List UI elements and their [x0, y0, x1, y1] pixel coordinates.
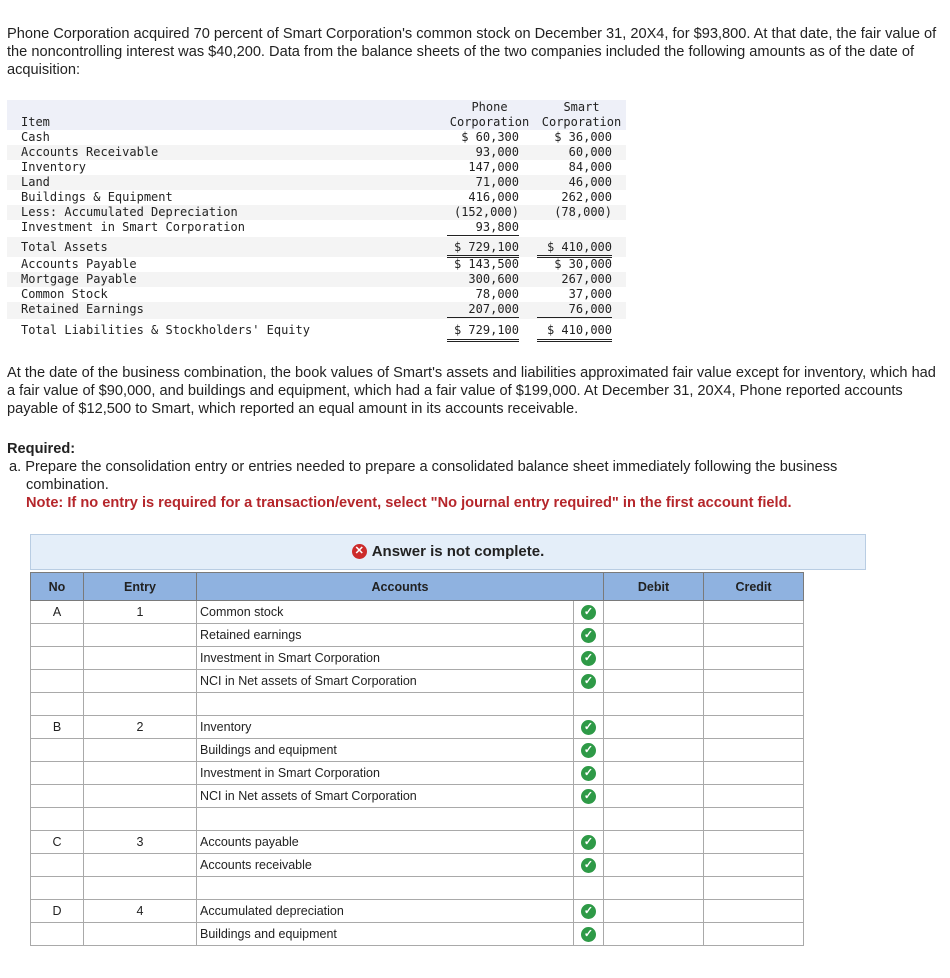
table-row: [31, 739, 804, 762]
answer-status-text: Answer is not complete.: [371, 543, 545, 560]
debit-field[interactable]: [604, 854, 704, 877]
col-accounts: Accounts: [197, 573, 604, 601]
check-icon: ✓: [581, 766, 596, 781]
note-text: Note: If no entry is required for a transaction/event, select "No journal entry required" in the first account field.: [26, 495, 792, 511]
check-icon: ✓: [581, 674, 596, 689]
bs-row-mortgage: Mortgage Payable 300,600 267,000: [7, 272, 626, 287]
table-row: [31, 762, 804, 785]
table-row: [31, 831, 804, 854]
account-field[interactable]: Retained earnings: [197, 624, 574, 647]
credit-field[interactable]: [704, 785, 804, 808]
check-icon: ✓: [581, 628, 596, 643]
col-credit: Credit: [704, 573, 804, 601]
table-row: [31, 601, 804, 624]
debit-field[interactable]: [604, 785, 704, 808]
debit-field[interactable]: [604, 670, 704, 693]
facts-paragraph: At the date of the business combination, the book values of Smart's assets and liabilities approximated fair value except for inventory, which had a fair value of $90,000, and buildings and equipment, which had a fair value of $199,000. At December 31, 20X4, Phone reported accounts payable of $12,500 to Smart, which reported an equal amount in its accounts receivable.: [7, 365, 936, 417]
journal-entry-table: [30, 572, 804, 946]
table-row: [31, 854, 804, 877]
table-row: [31, 647, 804, 670]
spacer-row: [31, 808, 804, 831]
smart-header-2: Corporation: [541, 115, 622, 129]
spacer-row: [31, 877, 804, 900]
credit-field[interactable]: [704, 716, 804, 739]
bs-row-ap: Accounts Payable $ 143,500 $ 30,000: [21, 257, 612, 271]
table-row: [31, 716, 804, 739]
table-row: [31, 670, 804, 693]
table-row: [31, 923, 804, 946]
check-icon: ✓: [581, 858, 596, 873]
debit-field[interactable]: [604, 900, 704, 923]
part-a-text-2: combination.: [26, 477, 109, 493]
credit-field[interactable]: [704, 762, 804, 785]
bs-row-investment: Investment in Smart Corporation 93,800: [21, 220, 519, 234]
row-no: D: [31, 900, 84, 923]
required-section: [7, 440, 937, 512]
check-icon: ✓: [581, 835, 596, 850]
account-field[interactable]: Accumulated depreciation: [197, 900, 574, 923]
col-debit: Debit: [604, 573, 704, 601]
debit-field[interactable]: [604, 923, 704, 946]
spacer-row: [31, 693, 804, 716]
credit-field[interactable]: [704, 854, 804, 877]
phone-header-2: Corporation: [449, 115, 530, 129]
required-heading: Required:: [7, 441, 76, 457]
answer-status-banner: [30, 534, 866, 570]
check-icon: ✓: [581, 605, 596, 620]
bs-row-total-liab: Total Liabilities & Stockholders' Equity $ 729,100 $ 410,000: [7, 319, 626, 341]
col-no: No: [31, 573, 84, 601]
check-icon: ✓: [581, 743, 596, 758]
debit-field[interactable]: [604, 601, 704, 624]
bs-row-cash: Cash $ 60,300 $ 36,000: [21, 130, 612, 144]
check-icon: ✓: [581, 904, 596, 919]
bs-row-retained: Retained Earnings 207,000 76,000: [7, 302, 626, 319]
bs-row-common-stock: Common Stock 78,000 37,000: [21, 287, 612, 301]
table-row: [31, 785, 804, 808]
credit-field[interactable]: [704, 647, 804, 670]
account-field[interactable]: Investment in Smart Corporation: [197, 647, 574, 670]
check-icon: ✓: [581, 651, 596, 666]
row-no: B: [31, 716, 84, 739]
account-field[interactable]: Accounts payable: [197, 831, 574, 854]
item-header: Item: [21, 115, 50, 129]
row-entry: 4: [84, 900, 197, 923]
row-entry: 3: [84, 831, 197, 854]
smart-header-1: Smart: [563, 100, 600, 114]
row-no: A: [31, 601, 84, 624]
debit-field[interactable]: [604, 624, 704, 647]
credit-field[interactable]: [704, 923, 804, 946]
account-field[interactable]: Inventory: [197, 716, 574, 739]
row-entry: 1: [84, 601, 197, 624]
check-icon: ✓: [581, 927, 596, 942]
debit-field[interactable]: [604, 762, 704, 785]
debit-field[interactable]: [604, 716, 704, 739]
table-row: [31, 900, 804, 923]
bs-row-inventory: Inventory 147,000 84,000: [21, 160, 612, 174]
col-entry: Entry: [84, 573, 197, 601]
bs-row-buildings: Buildings & Equipment 416,000 262,000: [21, 190, 612, 204]
bs-row-accum-dep: Less: Accumulated Depreciation (152,000) (78,000): [7, 205, 626, 220]
credit-field[interactable]: [704, 601, 804, 624]
bs-row-land: Land 71,000 46,000: [7, 175, 626, 190]
phone-header-1: Phone: [471, 100, 508, 114]
credit-field[interactable]: [704, 900, 804, 923]
debit-field[interactable]: [604, 739, 704, 762]
account-field[interactable]: NCI in Net assets of Smart Corporation: [197, 785, 574, 808]
credit-field[interactable]: [704, 624, 804, 647]
account-field[interactable]: Investment in Smart Corporation: [197, 762, 574, 785]
x-circle-icon: ✕: [352, 544, 367, 559]
debit-field[interactable]: [604, 831, 704, 854]
account-field[interactable]: Buildings and equipment: [197, 739, 574, 762]
bs-row-ar: Accounts Receivable 93,000 60,000: [7, 145, 626, 160]
account-field[interactable]: Buildings and equipment: [197, 923, 574, 946]
account-field[interactable]: Accounts receivable: [197, 854, 574, 877]
debit-field[interactable]: [604, 647, 704, 670]
row-no: C: [31, 831, 84, 854]
bs-row-total-assets: Total Assets $ 729,100 $ 410,000: [7, 237, 626, 257]
intro-paragraph: Phone Corporation acquired 70 percent of Smart Corporation's common stock on December 31, 20X4, for $93,800. At that date, the fair value of the noncontrolling interest was $40,200. Data from the balance sheets of the two companies included the following amounts as of the date of acquisition:: [7, 26, 937, 78]
account-field[interactable]: Common stock: [197, 601, 574, 624]
part-a-text-1: a. Prepare the consolidation entry or entries needed to prepare a consolidated balance sheet immediately following the business: [9, 459, 838, 475]
check-icon: ✓: [581, 720, 596, 735]
account-field[interactable]: NCI in Net assets of Smart Corporation: [197, 670, 574, 693]
balance-sheet-table: [7, 100, 626, 341]
check-icon: ✓: [581, 789, 596, 804]
credit-field[interactable]: [704, 670, 804, 693]
row-entry: 2: [84, 716, 197, 739]
credit-field[interactable]: [704, 739, 804, 762]
table-row: [31, 624, 804, 647]
credit-field[interactable]: [704, 831, 804, 854]
